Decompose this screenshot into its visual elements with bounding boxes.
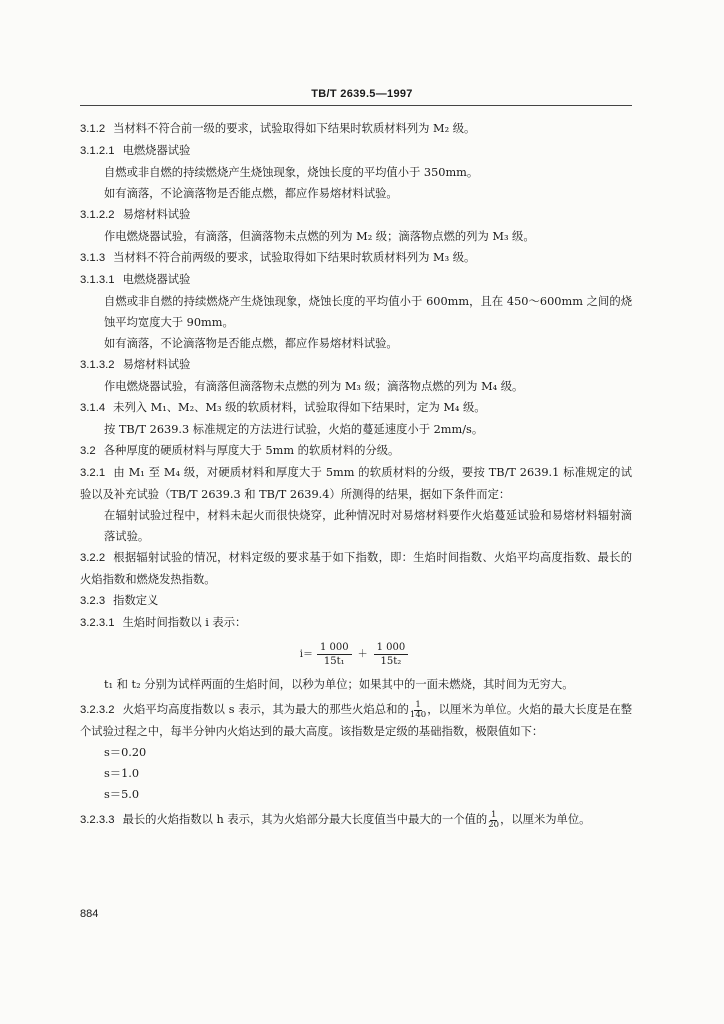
fraction-1 xyxy=(317,641,352,668)
clause-text: 当材料不符合前一级的要求，试验取得如下结果时软质材料列为 M₂ 级。 xyxy=(113,122,476,135)
clause-number: 3.2.3.2 xyxy=(80,704,115,716)
header-rule xyxy=(80,105,632,106)
paragraph: t₁ 和 t₂ 分别为试样两面的生焰时间，以秒为单位；如果其中的一面未燃烧，其时间为无穷大。 xyxy=(104,678,574,691)
clause-number: 3.2.3 xyxy=(80,595,106,607)
clause-number: 3.2 xyxy=(80,445,96,457)
clause-3-1-3-1 xyxy=(80,269,632,291)
denominator: 140 xyxy=(409,709,427,720)
clause-text: 易熔材料试验 xyxy=(122,358,191,371)
clause-text-cont: ，以厘米为单位。火焰的最大长度是在整个试验过程之中，每半分钟内火焰达到的最大高度。该指数是定级的基础指数，极限值如下： xyxy=(80,703,632,738)
clause-number: 3.1.2.2 xyxy=(80,209,115,221)
clause-text: 根据辐射试验的情况，材料定级的要求基于如下指数，即：生焰时间指数、火焰平均高度指数、最长的火焰指数和燃烧发热指数。 xyxy=(80,551,632,586)
limit-value: s＝1.0 xyxy=(104,767,140,780)
clause-3-1-3-2 xyxy=(80,354,632,376)
document-body xyxy=(80,118,632,831)
clause-number: 3.1.2.1 xyxy=(80,145,115,157)
clause-3-2-3-2 xyxy=(80,699,632,742)
clause-3-2-3 xyxy=(80,590,632,612)
clause-text: 火焰平均高度指数以 s 表示，其为最大的那些火焰总和的 xyxy=(122,703,409,716)
clause-3-2-1 xyxy=(80,462,632,505)
paragraph: 如有滴落，不论滴落物是否能点燃，都应作易熔材料试验。 xyxy=(104,187,398,200)
clause-number: 3.1.3.2 xyxy=(80,359,115,371)
clause-number: 3.2.1 xyxy=(80,467,106,479)
clause-3-2-2 xyxy=(80,547,632,590)
clause-3-1-2 xyxy=(80,118,632,140)
clause-text: 未列入 M₁、M₂、M₃ 级的软质材料，试验取得如下结果时，定为 M₄ 级。 xyxy=(113,401,486,414)
paragraph: 作电燃烧器试验，有滴落，但滴落物未点燃的列为 M₂ 级；滴落物点燃的列为 M₃ 级。 xyxy=(104,230,535,243)
numerator: 1 xyxy=(415,699,421,710)
paragraph: 按 TB/T 2639.3 标准规定的方法进行试验，火焰的蔓延速度小于 2mm/s。 xyxy=(104,423,484,436)
clause-3-1-2-1 xyxy=(80,140,632,162)
denominator: 15t₁ xyxy=(323,655,345,667)
page-header: TB/T 2639.5—1997 xyxy=(311,88,413,100)
paragraph: 作电燃烧器试验，有滴落但滴落物未点燃的列为 M₃ 级；滴落物点燃的列为 M₄ 级。 xyxy=(104,380,524,393)
clause-text: 易熔材料试验 xyxy=(122,208,191,221)
clause-3-2 xyxy=(80,440,632,462)
numerator: 1 xyxy=(490,809,497,820)
clause-number: 3.1.3 xyxy=(80,252,106,264)
clause-text: 指数定义 xyxy=(113,594,159,607)
fraction-1-140 xyxy=(410,701,426,720)
paragraph: 在辐射试验过程中，材料未起火而很快烧穿，此种情况时对易熔材料要作火焰蔓延试验和易熔材料辐射滴落试验。 xyxy=(104,509,632,543)
clause-text: 各种厚度的硬质材料与厚度大于 5mm 的软质材料的分级。 xyxy=(103,444,400,457)
clause-3-2-3-3 xyxy=(80,809,632,831)
paragraph: 自燃或非自燃的持续燃烧产生烧蚀现象，烧蚀长度的平均值小于 350mm。 xyxy=(104,166,479,179)
clause-text: 由 M₁ 至 M₄ 级，对硬质材料和厚度大于 5mm 的软质材料的分级，要按 TB/T 2639.1 标准规定的试验以及补充试验（TB/T 2639.3 和 TB/T 2639.4）所测得的结果，据如下条件而定： xyxy=(80,466,632,501)
clause-text-cont: ，以厘米为单位。 xyxy=(500,813,591,826)
paragraph: 如有滴落，不论滴落物是否能点燃，都应作易熔材料试验。 xyxy=(104,337,398,350)
paragraph: 自燃或非自燃的持续燃烧产生烧蚀现象，烧蚀长度的平均值小于 600mm，且在 450～600mm 之间的烧蚀平均宽度大于 90mm。 xyxy=(104,295,632,329)
fraction-2 xyxy=(374,641,409,668)
clause-text: 电燃烧器试验 xyxy=(122,273,191,286)
clause-number: 3.1.3.1 xyxy=(80,274,115,286)
clause-number: 3.2.2 xyxy=(80,552,106,564)
ignition-index-formula xyxy=(80,634,632,674)
fraction-1-20 xyxy=(488,811,499,830)
clause-number: 3.2.3.3 xyxy=(80,814,115,826)
denominator: 15t₂ xyxy=(380,655,402,667)
limit-value: s＝0.20 xyxy=(104,746,147,759)
clause-3-1-4 xyxy=(80,397,632,419)
clause-text: 生焰时间指数以 i 表示： xyxy=(122,616,247,629)
clause-text: 当材料不符合前两级的要求，试验取得如下结果时软质材料列为 M₃ 级。 xyxy=(113,251,476,264)
clause-3-2-3-1 xyxy=(80,612,632,634)
plus-sign: ＋ xyxy=(357,648,368,660)
formula-lhs: i＝ xyxy=(299,648,313,660)
clause-number: 3.2.3.1 xyxy=(80,617,115,629)
numerator: 1 000 xyxy=(317,641,352,655)
clause-number: 3.1.4 xyxy=(80,402,106,414)
clause-3-1-3 xyxy=(80,247,632,269)
limit-value: s＝5.0 xyxy=(104,788,140,801)
clause-number: 3.1.2 xyxy=(80,123,106,135)
page-number: 884 xyxy=(80,908,99,920)
clause-text: 电燃烧器试验 xyxy=(122,144,191,157)
denominator: 20 xyxy=(488,819,500,830)
clause-3-1-2-2 xyxy=(80,204,632,226)
clause-text: 最长的火焰指数以 h 表示，其为火焰部分最大长度值当中最大的一个值的 xyxy=(122,813,488,826)
numerator: 1 000 xyxy=(374,641,409,655)
